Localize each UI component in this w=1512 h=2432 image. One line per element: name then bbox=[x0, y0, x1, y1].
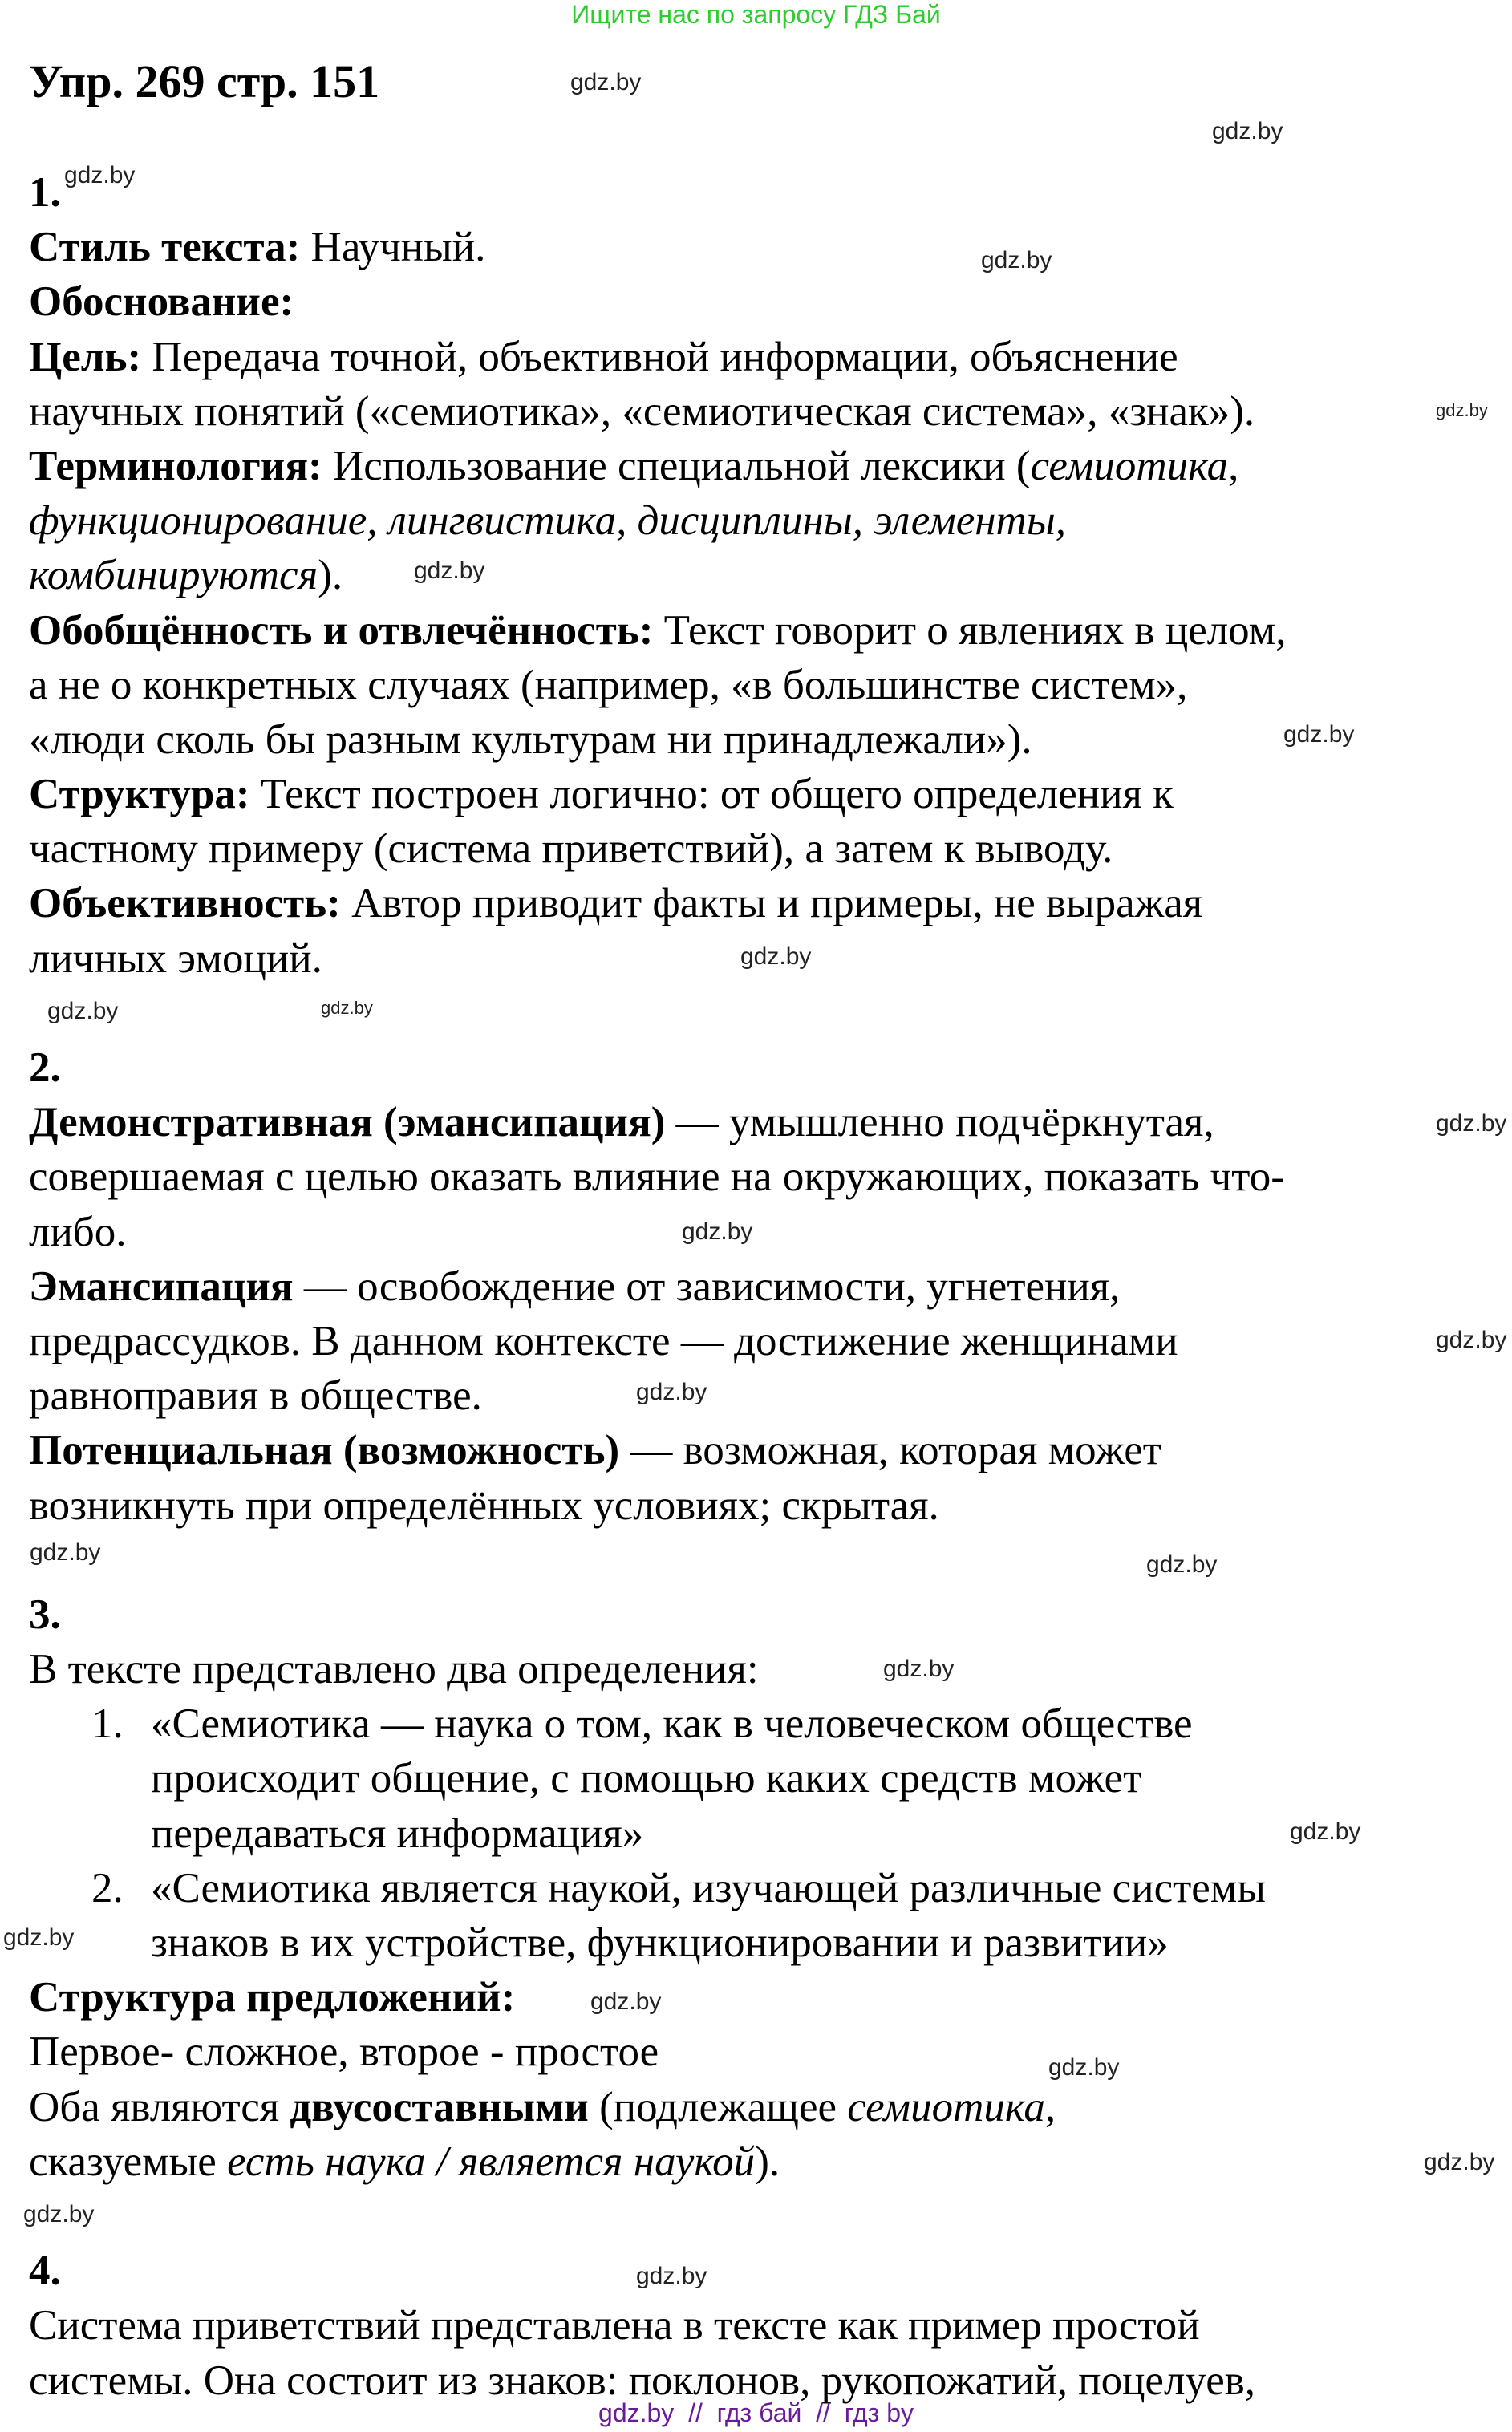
text-line: частному примеру (система приветствий), а затем к выводу. bbox=[29, 825, 1113, 873]
example: комбинируются bbox=[29, 552, 318, 599]
term: Потенциальная (возможность) bbox=[29, 1427, 620, 1474]
watermark: gdz.by bbox=[883, 1656, 955, 1682]
list-number: 1. bbox=[91, 1700, 124, 1748]
text-line bbox=[29, 2080, 1409, 2134]
text: — возможная, которая может bbox=[619, 1427, 1161, 1474]
text-line bbox=[29, 330, 1409, 384]
text: , bbox=[1044, 2083, 1056, 2130]
term: Терминология: bbox=[29, 442, 322, 489]
text: Оба являются bbox=[29, 2083, 290, 2130]
term: двусоставными bbox=[290, 2083, 589, 2130]
text: ). bbox=[318, 552, 343, 599]
text-line bbox=[29, 767, 1409, 821]
section-3-number: 3. bbox=[29, 1591, 61, 1638]
list-number: 2. bbox=[91, 1864, 124, 1911]
term: Стиль текста: bbox=[29, 224, 301, 271]
text-line bbox=[29, 2134, 1409, 2189]
watermark: gdz.by bbox=[3, 1924, 75, 1951]
text: Текст построен логично: от общего определения к bbox=[249, 771, 1174, 818]
text-line: Обоснование: bbox=[29, 278, 294, 326]
term: Обобщённость и отвлечённость: bbox=[29, 606, 654, 654]
watermark: gdz.by bbox=[47, 998, 119, 1024]
text-line: системы. Она состоит из знаков: поклонов, рукопожатий, поцелуев, bbox=[29, 2357, 1256, 2404]
text-line: Система приветствий представлена в тексте как пример простой bbox=[29, 2302, 1200, 2349]
text-line: В тексте представлено два определения: bbox=[29, 1646, 759, 1693]
watermark: gdz.by bbox=[1048, 2054, 1120, 2081]
term: Эмансипация bbox=[29, 1263, 294, 1310]
search-banner[interactable]: Ищите нас по запросу ГДЗ Бай bbox=[571, 0, 941, 29]
text-line: предрассудков. В данном контексте — достижение женщинами bbox=[29, 1317, 1178, 1364]
text-line: возникнуть при определённых условиях; скрытая. bbox=[29, 1481, 939, 1529]
list-item-line: происходит общение, с помощью каких средств может bbox=[151, 1755, 1142, 1802]
watermark: gdz.by bbox=[570, 69, 642, 95]
list-item-line: передаваться информация» bbox=[151, 1810, 644, 1857]
watermark: gdz.by bbox=[414, 557, 485, 584]
footer-links[interactable]: gdz.by // гдз бай // гдз by bbox=[598, 2398, 914, 2427]
text: Текст говорит о явлениях в целом, bbox=[653, 606, 1287, 654]
text-line: а не о конкретных случаях (например, «в большинстве систем», bbox=[29, 661, 1188, 708]
text-line bbox=[29, 876, 1409, 930]
text-line: равноправия в обществе. bbox=[29, 1372, 482, 1420]
example: семиотика, bbox=[1030, 442, 1239, 489]
text-line bbox=[29, 220, 1409, 274]
text-line: научных понятий («семиотика», «семиотическая система», «знак»). bbox=[29, 387, 1255, 435]
spacer bbox=[29, 2189, 1409, 2244]
text-line: функционирование, лингвистика, дисциплины, элементы, bbox=[29, 497, 1066, 545]
text-line bbox=[29, 439, 1409, 493]
text: Научный. bbox=[300, 224, 486, 271]
spacer bbox=[29, 986, 1409, 1040]
term: Структура: bbox=[29, 771, 250, 818]
text-line bbox=[29, 1095, 1409, 1149]
text-line bbox=[29, 603, 1409, 658]
watermark: gdz.by bbox=[30, 1539, 101, 1566]
text: — умышленно подчёркнутая, bbox=[665, 1099, 1214, 1146]
list-item bbox=[29, 1861, 1409, 1915]
text-line: Структура предложений: bbox=[29, 1974, 516, 2021]
watermark: gdz.by bbox=[740, 943, 812, 970]
text-line: личных эмоций. bbox=[29, 934, 322, 982]
list-item bbox=[29, 1696, 1409, 1751]
answer-document bbox=[29, 162, 1409, 2408]
term: Объективность: bbox=[29, 880, 341, 927]
text-line: либо. bbox=[29, 1208, 127, 1255]
text: Передача точной, объективной информации, объяснение bbox=[141, 333, 1178, 380]
text-line: «люди сколь бы разным культурам ни принадлежали»). bbox=[29, 715, 1032, 763]
watermark: gdz.by bbox=[64, 162, 136, 188]
page-title: Упр. 269 стр. 151 bbox=[29, 55, 380, 107]
example: семиотика bbox=[847, 2083, 1045, 2130]
text: «Семиотика — наука о том, как в человеческом обществе bbox=[151, 1700, 1193, 1748]
watermark: gdz.by bbox=[1436, 400, 1488, 420]
text: Автор приводит факты и примеры, не выражая bbox=[340, 880, 1203, 927]
list-item-line: знаков в их устройстве, функционировании и развитии» bbox=[151, 1919, 1169, 1966]
watermark: gdz.by bbox=[1424, 2149, 1495, 2175]
watermark: gdz.by bbox=[1436, 1327, 1507, 1353]
watermark: gdz.by bbox=[321, 998, 373, 1018]
text: Использование специальной лексики ( bbox=[322, 442, 1031, 489]
text: (подлежащее bbox=[588, 2083, 848, 2130]
text: «Семиотика является наукой, изучающей различные системы bbox=[151, 1864, 1266, 1911]
section-2-number: 2. bbox=[29, 1044, 61, 1091]
watermark: gdz.by bbox=[682, 1218, 753, 1245]
text: — освобождение от зависимости, угнетения, bbox=[293, 1263, 1121, 1310]
example: есть наука / является наукой bbox=[227, 2138, 756, 2185]
watermark: gdz.by bbox=[1212, 118, 1283, 144]
watermark: gdz.by bbox=[590, 1988, 662, 2015]
watermark: gdz.by bbox=[23, 2201, 95, 2227]
term: Цель: bbox=[29, 333, 142, 380]
text-line bbox=[29, 1423, 1409, 1477]
text-line: Первое- сложное, второе - простое bbox=[29, 2029, 659, 2076]
section-4-number: 4. bbox=[29, 2248, 61, 2295]
watermark: gdz.by bbox=[981, 247, 1052, 274]
watermark: gdz.by bbox=[1290, 1818, 1361, 1845]
watermark: gdz.by bbox=[636, 2263, 707, 2289]
watermark: gdz.by bbox=[1146, 1551, 1218, 1578]
section-1-number: 1. bbox=[29, 169, 61, 216]
text-line bbox=[29, 1259, 1409, 1314]
watermark: gdz.by bbox=[1436, 1110, 1507, 1137]
watermark: gdz.by bbox=[636, 1379, 707, 1405]
text: ). bbox=[755, 2138, 780, 2185]
text-line: совершаемая с целью оказать влияние на окружающих, показать что- bbox=[29, 1153, 1285, 1201]
watermark: gdz.by bbox=[1283, 721, 1355, 748]
text: сказуемые bbox=[29, 2138, 228, 2185]
term: Демонстративная (эмансипация) bbox=[29, 1099, 666, 1146]
text-line bbox=[29, 548, 1409, 602]
